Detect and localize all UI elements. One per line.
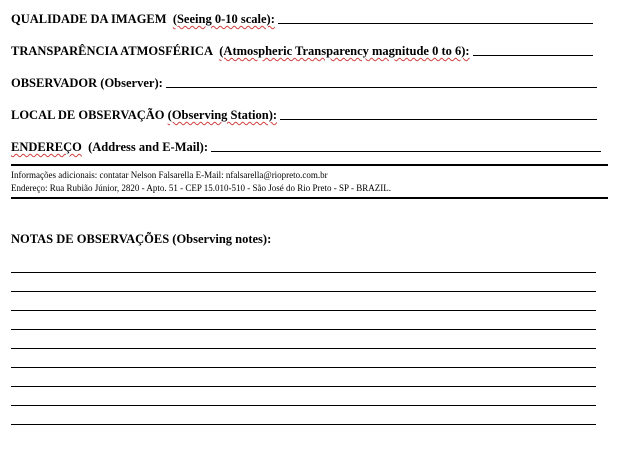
info-top-divider	[11, 164, 608, 166]
field-address	[11, 136, 601, 154]
field-atmospheric-transparency-label: TRANSPARÊNCIA ATMOSFÉRICA (Atmospheric Transparency magnitude 0 to 6):	[11, 44, 470, 58]
field-observer-blank[interactable]	[166, 86, 597, 88]
notes-title: NOTAS DE OBSERVAÇÕES (Observing notes):	[11, 232, 272, 246]
field-address-label: ENDEREÇO (Address and E-Mail):	[11, 140, 209, 154]
note-line[interactable]	[11, 386, 596, 387]
info-bottom-divider	[11, 197, 608, 199]
field-observing-station	[11, 104, 597, 122]
info-contact-line: Informações adicionais: contatar Nelson Falsarella E-Mail: nfalsarella@riopreto.com.br	[11, 170, 328, 180]
field-observing-station-label: LOCAL DE OBSERVAÇÃO (Observing Station):	[11, 108, 278, 122]
field-image-quality-label: QUALIDADE DA IMAGEM (Seeing 0-10 scale):	[11, 12, 275, 26]
note-line[interactable]	[11, 405, 596, 406]
note-line[interactable]	[11, 424, 596, 425]
field-image-quality-blank[interactable]	[278, 22, 593, 24]
field-observer	[11, 72, 597, 90]
info-address-line: Endereço: Rua Rubião Júnior, 2820 - Apto. 51 - CEP 15.010-510 - São José do Rio Preto - SP - BRAZIL.	[11, 183, 391, 193]
note-line[interactable]	[11, 272, 596, 273]
note-line[interactable]	[11, 329, 596, 330]
field-atmospheric-transparency-blank[interactable]	[473, 54, 593, 56]
field-observer-label: OBSERVADOR (Observer):	[11, 76, 163, 90]
field-image-quality	[11, 8, 593, 26]
note-line[interactable]	[11, 291, 596, 292]
field-address-blank[interactable]	[211, 150, 601, 152]
field-atmospheric-transparency	[11, 40, 593, 58]
note-line[interactable]	[11, 310, 596, 311]
field-observing-station-blank[interactable]	[280, 118, 597, 120]
note-line[interactable]	[11, 367, 596, 368]
note-line[interactable]	[11, 348, 596, 349]
